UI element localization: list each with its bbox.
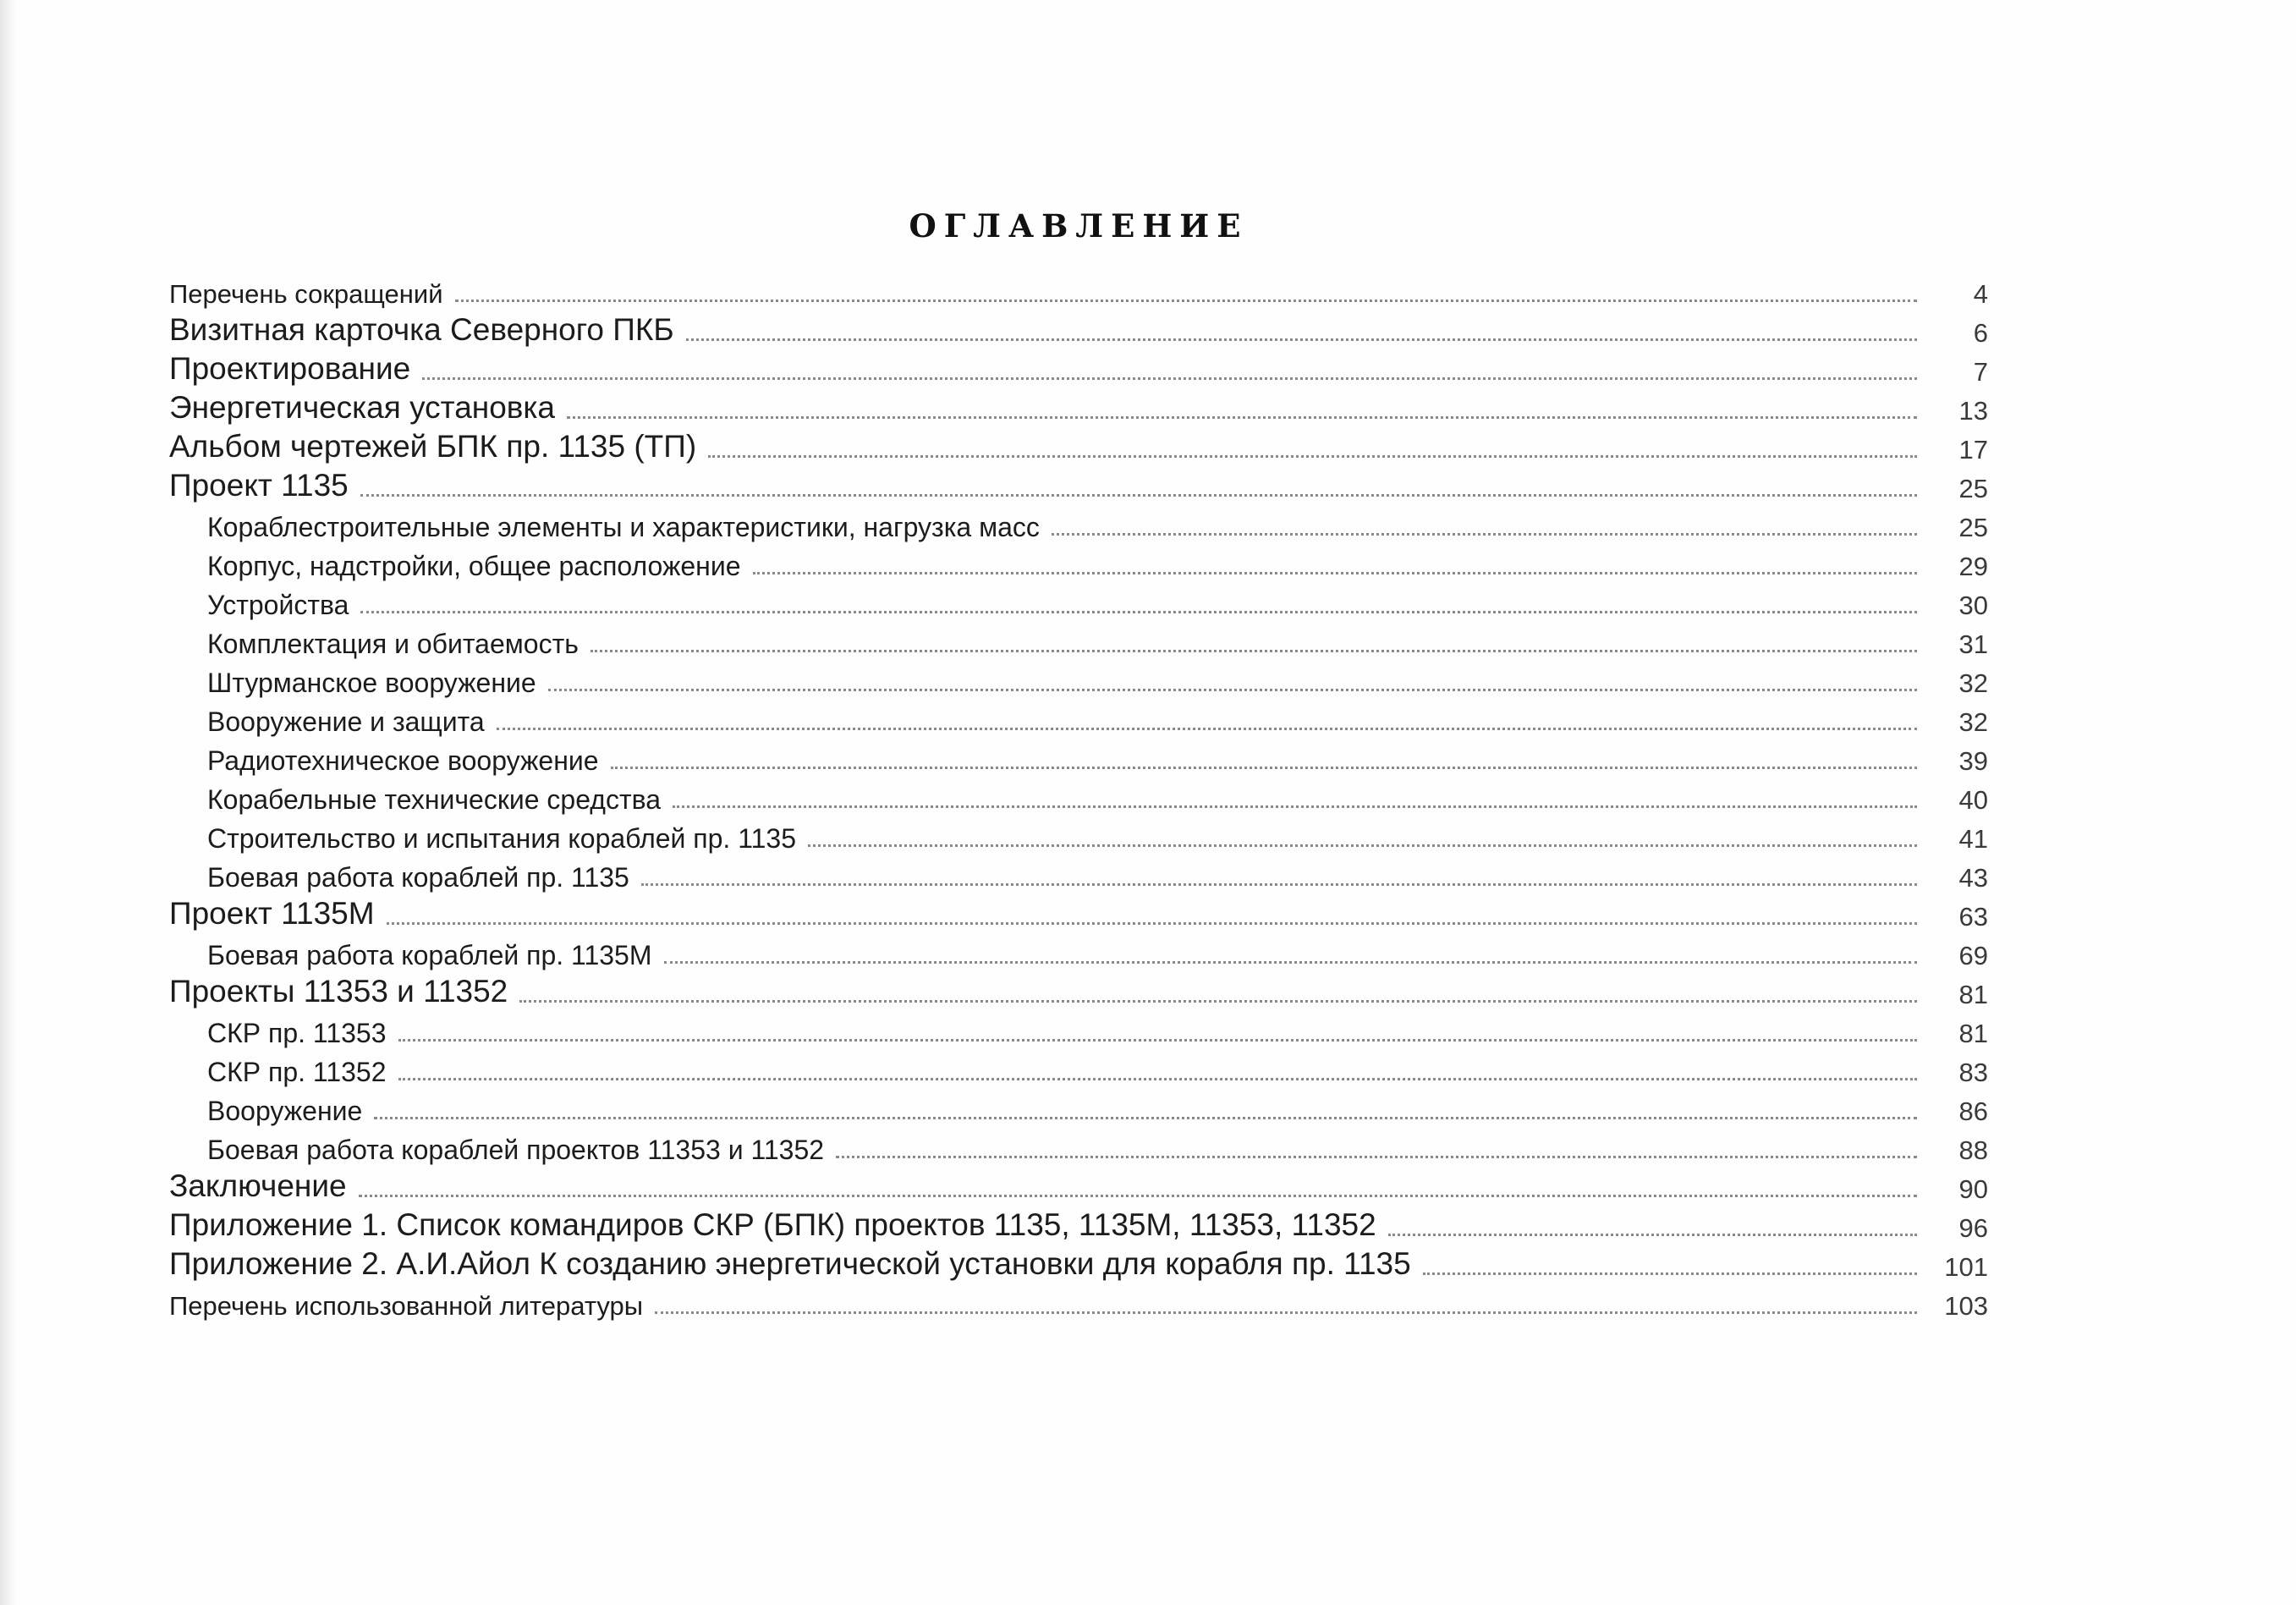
- toc-dot-leader: [360, 611, 1917, 613]
- toc-dot-leader: [1423, 1272, 1917, 1275]
- toc-dot-leader: [374, 1117, 1917, 1119]
- toc-dot-leader: [398, 1078, 1918, 1080]
- toc-entry-page: 25: [1958, 513, 1988, 543]
- toc-entry-label: Боевая работа кораблей проектов 11353 и 11352: [207, 1135, 825, 1166]
- toc-entry-page: 25: [1958, 474, 1988, 504]
- toc-entry-label: Заключение: [169, 1168, 347, 1204]
- toc-entry-label: Вооружение: [207, 1096, 363, 1127]
- toc-list: [169, 271, 1988, 1322]
- toc-entry-label: СКР пр. 11353: [207, 1018, 387, 1049]
- toc-entry[interactable]: [169, 310, 1988, 349]
- toc-dot-leader: [611, 767, 1917, 769]
- toc-entry-page: 40: [1958, 785, 1988, 816]
- toc-entry-label: Комплектация и обитаемость: [207, 629, 579, 660]
- toc-entry[interactable]: [169, 465, 1988, 504]
- toc-entry-page: 29: [1958, 552, 1988, 582]
- toc-entry[interactable]: [169, 426, 1988, 465]
- toc-dot-leader: [387, 922, 1917, 925]
- toc-entry-page: 31: [1958, 629, 1988, 660]
- toc-entry-label: Визитная карточка Северного ПКБ: [169, 312, 674, 348]
- toc-entry-page: 101: [1944, 1252, 1988, 1283]
- toc-entry-label: Устройства: [207, 590, 349, 621]
- toc-entry-label: Радиотехническое вооружение: [207, 745, 599, 777]
- toc-entry-label: Корпус, надстройки, общее расположение: [207, 551, 741, 582]
- toc-dot-leader: [708, 455, 1917, 458]
- toc-title: ОГЛАВЛЕНИЕ: [909, 207, 1249, 245]
- toc-entry-page: 103: [1944, 1291, 1988, 1322]
- toc-subentry[interactable]: [169, 699, 1988, 738]
- toc-entry[interactable]: [169, 1244, 1988, 1283]
- toc-entry-page: 96: [1958, 1213, 1988, 1244]
- toc-entry-page: 90: [1958, 1174, 1988, 1205]
- toc-entry-label: Проект 1135: [169, 468, 349, 503]
- toc-subentry[interactable]: [169, 1127, 1988, 1166]
- toc-dot-leader: [808, 844, 1917, 847]
- toc-entry-label: Альбом чертежей БПК пр. 1135 (ТП): [169, 429, 697, 464]
- toc-entry-page: 81: [1958, 1019, 1988, 1049]
- toc-dot-leader: [567, 416, 1917, 419]
- toc-entry-label: СКР пр. 11352: [207, 1057, 387, 1088]
- toc-subentry[interactable]: [169, 660, 1988, 699]
- toc-entry-page: 83: [1958, 1058, 1988, 1088]
- toc-dot-leader: [836, 1156, 1917, 1158]
- toc-dot-leader: [519, 1000, 1917, 1003]
- toc-subentry[interactable]: [169, 738, 1988, 777]
- toc-entry-page: 4: [1973, 279, 1988, 310]
- toc-entry[interactable]: [169, 349, 1988, 388]
- toc-entry-label: Приложение 2. А.И.Айол К созданию энергетической установки для корабля пр. 1135: [169, 1246, 1411, 1282]
- toc-dot-leader: [360, 494, 1917, 497]
- toc-dot-leader: [398, 1039, 1918, 1042]
- toc-dot-leader: [1052, 533, 1917, 536]
- toc-subentry[interactable]: [169, 621, 1988, 660]
- toc-subentry[interactable]: [169, 1049, 1988, 1088]
- toc-entry-page: 86: [1958, 1097, 1988, 1127]
- toc-entry-label: Боевая работа кораблей пр. 1135М: [207, 940, 652, 971]
- toc-dot-leader: [548, 689, 1917, 691]
- toc-dot-leader: [497, 728, 1917, 730]
- toc-subentry[interactable]: [169, 932, 1988, 971]
- toc-dot-leader: [664, 961, 1918, 964]
- toc-subentry[interactable]: [169, 504, 1988, 543]
- toc-entry-label: Проект 1135М: [169, 896, 375, 932]
- toc-entry-page: 88: [1958, 1135, 1988, 1166]
- toc-dot-leader: [1388, 1234, 1917, 1236]
- toc-dot-leader: [422, 377, 1917, 380]
- toc-entry-label: Кораблестроительные элементы и характеристики, нагрузка масс: [207, 512, 1040, 543]
- toc-dot-leader: [590, 650, 1917, 652]
- toc-entry-page: 63: [1958, 902, 1988, 932]
- toc-subentry[interactable]: [169, 543, 1988, 582]
- toc-entry-label: Приложение 1. Список командиров СКР (БПК) проектов 1135, 1135М, 11353, 11352: [169, 1207, 1376, 1243]
- toc-entry-page: 17: [1958, 435, 1988, 465]
- toc-subentry[interactable]: [169, 1088, 1988, 1127]
- toc-entry-label: Проекты 11353 и 11352: [169, 974, 508, 1009]
- toc-entry-page: 43: [1958, 863, 1988, 893]
- toc-dot-leader: [641, 883, 1917, 886]
- toc-dot-leader: [753, 572, 1917, 574]
- toc-entry[interactable]: [169, 271, 1988, 310]
- toc-subentry[interactable]: [169, 1010, 1988, 1049]
- toc-entry-label: Строительство и испытания кораблей пр. 1135: [207, 823, 797, 855]
- toc-subentry[interactable]: [169, 582, 1988, 621]
- toc-entry-label: Перечень сокращений: [169, 279, 443, 310]
- toc-entry-page: 6: [1973, 318, 1988, 349]
- toc-entry-page: 30: [1958, 591, 1988, 621]
- toc-entry-label: Вооружение и защита: [207, 706, 485, 738]
- toc-entry-label: Энергетическая установка: [169, 390, 556, 426]
- toc-entry-label: Штурманское вооружение: [207, 668, 536, 699]
- toc-entry-page: 41: [1958, 824, 1988, 855]
- toc-entry-page: 81: [1958, 980, 1988, 1010]
- toc-dot-leader: [655, 1311, 1917, 1314]
- toc-entry-page: 32: [1958, 668, 1988, 699]
- toc-dot-leader: [455, 300, 1917, 302]
- toc-dot-leader: [673, 805, 1917, 808]
- toc-subentry[interactable]: [169, 816, 1988, 855]
- toc-subentry[interactable]: [169, 777, 1988, 816]
- toc-entry[interactable]: [169, 388, 1988, 426]
- page-edge-shadow: [0, 0, 17, 1605]
- toc-entry[interactable]: [169, 1166, 1988, 1205]
- toc-entry-page: 69: [1958, 941, 1988, 971]
- toc-entry[interactable]: [169, 1205, 1988, 1244]
- toc-entry-page: 39: [1958, 746, 1988, 777]
- toc-subentry[interactable]: [169, 855, 1988, 893]
- toc-entry-label: Перечень использованной литературы: [169, 1291, 644, 1322]
- toc-entry-label: Проектирование: [169, 351, 411, 387]
- toc-entry-page: 7: [1973, 357, 1988, 388]
- toc-entry-label: Корабельные технические средства: [207, 784, 662, 816]
- toc-entry-page: 13: [1958, 396, 1988, 426]
- toc-dot-leader: [686, 338, 1917, 341]
- toc-entry[interactable]: [169, 893, 1988, 932]
- toc-entry[interactable]: [169, 1283, 1988, 1322]
- toc-dot-leader: [359, 1195, 1917, 1197]
- toc-entry-page: 32: [1958, 707, 1988, 738]
- toc-entry[interactable]: [169, 971, 1988, 1010]
- toc-entry-label: Боевая работа кораблей пр. 1135: [207, 862, 629, 893]
